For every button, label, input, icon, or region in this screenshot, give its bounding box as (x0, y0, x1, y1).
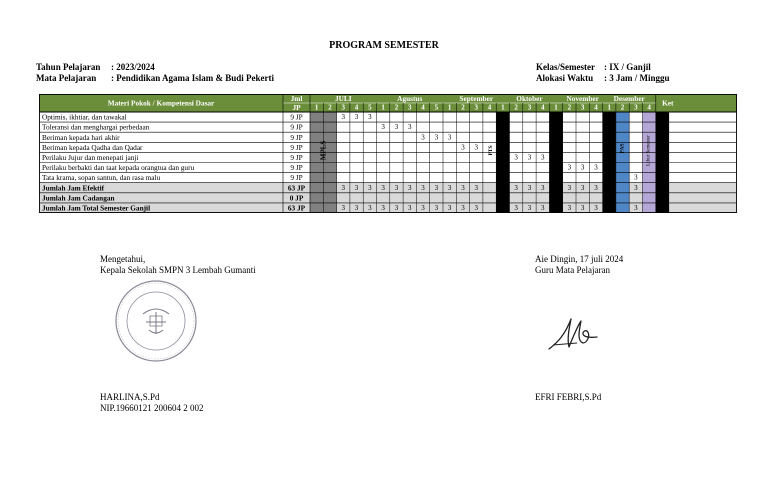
week-cell-value: 3 (381, 123, 385, 132)
week-cell-value: 3 (474, 143, 478, 152)
week-cell-value: 3 (594, 163, 598, 172)
week-cell-value: 3 (421, 203, 425, 212)
week-cell-value: 3 (368, 203, 372, 212)
alokasi-waktu (536, 73, 670, 84)
week-cell-value: 3 (434, 183, 439, 192)
week-cell-value: 3 (341, 113, 345, 122)
week-cell-value: 3 (580, 203, 585, 212)
week-header: 5 (434, 103, 439, 112)
alokasi-value: : 3 Jam / Minggu (604, 73, 670, 83)
week-cell-value: 3 (354, 113, 359, 122)
row-label: Beriman kepada Qadha dan Qadar (42, 142, 143, 152)
week-cell-value: 3 (607, 183, 611, 192)
week-cell-value: 3 (567, 203, 572, 212)
week-cell-value: 3 (660, 173, 665, 182)
row-label: Jumlah Jam Total Semester Ganjil (42, 203, 151, 213)
week-cell-value: 3 (527, 153, 532, 162)
week-header: 4 (354, 103, 359, 112)
row-jp: 9 JP (290, 142, 303, 152)
page-title: PROGRAM SEMESTER (329, 40, 439, 51)
week-cell-value: 3 (421, 133, 425, 142)
week-cell-value: 3 (580, 183, 585, 192)
column-header-ket: Ket (662, 98, 674, 108)
week-header: 2 (328, 103, 332, 112)
tempat-tanggal: Aie Dingin, 17 juli 2024 (535, 254, 624, 264)
week-header: 2 (620, 103, 625, 112)
week-cell-value: 3 (354, 203, 359, 212)
row-label: Jumlah Jam Cadangan (42, 193, 115, 203)
school-stamp-icon (113, 278, 199, 364)
row-jp: 9 JP (290, 173, 303, 183)
summary-row-bg (39, 193, 737, 203)
kepala-sekolah-name: HARLINA,S.Pd (100, 392, 160, 402)
month-header-1: Agustus (397, 94, 423, 103)
month-header-2: September (459, 94, 494, 103)
week-header: 1 (607, 103, 611, 112)
mapel-label: Mata Pelajaran (36, 73, 97, 83)
column-header-jp: JP (292, 103, 301, 112)
week-header: 3 (634, 103, 638, 112)
row-jp: 9 JP (290, 132, 303, 142)
week-cell-value: 3 (567, 163, 572, 172)
week-header: 2 (394, 103, 399, 112)
week-cell-value: 3 (541, 153, 545, 162)
week-header: 4 (647, 103, 651, 112)
column-header-materi: Materi Pokok / Kompetensi Dasar (107, 98, 215, 108)
week-cell-value: 3 (541, 203, 545, 212)
week-header: 3 (527, 103, 532, 112)
week-header: 3 (580, 103, 585, 112)
week-cell-value: 3 (341, 183, 345, 192)
row-jp: 63 JP (287, 203, 306, 213)
week-cell-value: 3 (341, 203, 345, 212)
week-cell-value: 3 (527, 203, 532, 212)
week-cell-value: 3 (541, 183, 545, 192)
week-cell-value: 3 (394, 123, 399, 132)
week-cell-value: 3 (634, 173, 638, 182)
kelas-semester (536, 62, 651, 73)
week-cell-value: 3 (408, 183, 412, 192)
kelas-label: Kelas/Semester (536, 62, 595, 72)
week-cell-value: 3 (634, 183, 638, 192)
week-cell-value: 3 (408, 123, 412, 132)
week-cell-value: 3 (607, 203, 611, 212)
week-cell-value: 3 (660, 183, 665, 192)
row-jp: 9 JP (290, 112, 303, 122)
week-cell-value: 3 (514, 183, 518, 192)
week-header: 1 (501, 103, 505, 112)
week-cell-value: 3 (554, 203, 558, 212)
column-header-jml: Jml (290, 94, 303, 103)
week-cell-value: 3 (527, 183, 532, 192)
mata-pelajaran (36, 73, 274, 84)
week-cell-value: 3 (461, 183, 465, 192)
week-header: 1 (314, 103, 319, 112)
guru-name: EFRI FEBRI,S.Pd (535, 392, 602, 402)
row-label: Perilaku berbakti dan taat kepada orangtua dan guru (42, 163, 195, 173)
week-cell-value: 3 (368, 183, 372, 192)
summary-row-bg (39, 183, 737, 193)
week-header: 4 (594, 103, 598, 112)
week-cell-value: 3 (394, 203, 399, 212)
row-label: Beriman kepada hari akhir (42, 132, 120, 142)
row-jp: 0 JP (289, 193, 304, 203)
week-header: 4 (421, 103, 425, 112)
guru-title: Guru Mata Pelajaran (535, 265, 610, 275)
mengetahui-text: Mengetahui, (100, 254, 146, 264)
week-header: 4 (541, 103, 545, 112)
tahun-value: : 2023/2024 (111, 62, 155, 72)
pas-label: PAS (619, 143, 626, 154)
week-cell-value: 3 (421, 183, 425, 192)
week-cell-value: 3 (381, 203, 385, 212)
week-cell-value: 3 (461, 203, 465, 212)
week-cell-value: 3 (514, 203, 518, 212)
alokasi-label: Alokasi Waktu (536, 73, 594, 83)
week-cell-value: 3 (461, 143, 465, 152)
mpls-label: MPLS (319, 140, 328, 161)
row-label: Toleransi dan menghargai perbedaan (42, 122, 150, 132)
week-header: 2 (514, 103, 518, 112)
week-cell-value: 3 (607, 173, 611, 182)
pts-label: PTS (487, 145, 494, 156)
week-cell-value: 3 (514, 153, 518, 162)
week-cell-value: 3 (580, 163, 585, 172)
week-cell-value: 3 (660, 203, 665, 212)
week-header: 3 (341, 103, 345, 112)
row-jp: 63 JP (287, 183, 306, 193)
row-jp: 9 JP (290, 122, 303, 132)
week-header: 1 (554, 103, 558, 112)
week-cell-value: 3 (594, 203, 598, 212)
row-label: Tata krama, sopan santun, dan rasa malu (42, 173, 161, 183)
tahun-pelajaran (36, 62, 155, 73)
week-header: 3 (474, 103, 478, 112)
week-cell-value: 3 (447, 203, 452, 212)
row-jp: 9 JP (290, 163, 303, 173)
row-label: Jumlah Jam Efektif (42, 183, 105, 193)
libur-label: Libur Semester (646, 135, 652, 166)
month-header-0: JULI (334, 94, 352, 103)
week-header: 4 (487, 103, 492, 112)
signature-icon (547, 313, 599, 355)
row-label: Perilaku Jujur dan menepati janji (42, 152, 139, 162)
week-cell-value: 3 (554, 183, 558, 192)
week-header: 1 (447, 103, 452, 112)
week-cell-value: 3 (394, 183, 399, 192)
week-cell-value: 3 (408, 203, 412, 212)
row-label: Optimis, ikhtiar, dan tawakal (42, 112, 127, 122)
month-header-4: November (566, 94, 599, 103)
kepala-sekolah-nip: NIP.19660121 200604 2 002 (100, 403, 204, 413)
week-header: 3 (408, 103, 412, 112)
program-semester-table (39, 94, 737, 213)
month-header-5: Desember (613, 94, 645, 103)
kelas-value: : IX / Ganjil (604, 62, 651, 72)
week-header: 2 (461, 103, 465, 112)
week-cell-value: 3 (354, 183, 359, 192)
kepala-sekolah-title: Kepala Sekolah SMPN 3 Lembah Gumanti (100, 265, 256, 275)
week-cell-value: 3 (634, 203, 638, 212)
week-cell-value: 3 (594, 183, 598, 192)
week-cell-value: 3 (567, 183, 572, 192)
week-cell-value: 3 (447, 133, 452, 142)
week-cell-value: 3 (434, 133, 439, 142)
week-header: 5 (368, 103, 372, 112)
week-cell-value: 3 (434, 203, 439, 212)
row-jp: 9 JP (290, 152, 303, 162)
week-cell-value: 3 (474, 183, 478, 192)
week-header: 1 (381, 103, 385, 112)
mapel-value: : Pendidikan Agama Islam & Budi Pekerti (111, 73, 275, 83)
month-header-3: Oktober (516, 94, 543, 103)
week-header: 2 (567, 103, 572, 112)
tahun-label: Tahun Pelajaran (36, 62, 101, 72)
week-cell-value: 3 (474, 203, 478, 212)
week-cell-value: 3 (368, 113, 372, 122)
week-cell-value: 3 (447, 183, 452, 192)
week-cell-value: 3 (381, 183, 385, 192)
